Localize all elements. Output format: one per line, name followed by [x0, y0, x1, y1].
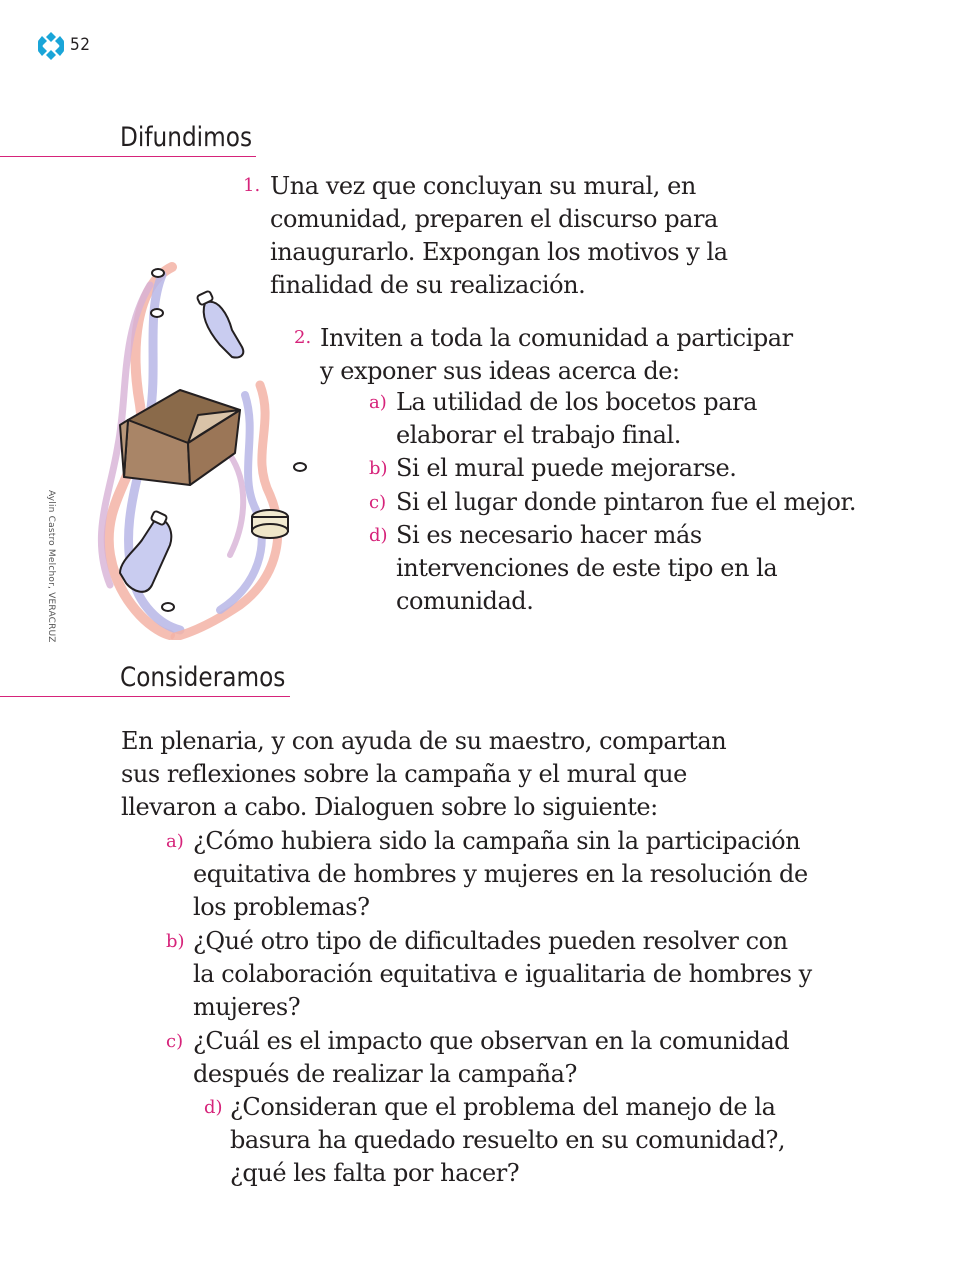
question-text-line: basura ha quedado resuelto en su comunidad?,: [230, 1126, 786, 1154]
question-text-line: ¿Cómo hubiera sido la campaña sin la participación: [193, 827, 801, 855]
intro-text-line: llevaron a cabo. Dialoguen sobre lo siguiente:: [121, 793, 658, 821]
question-text-line: mujeres?: [193, 993, 301, 1021]
question-text-line: equitativa de hombres y mujeres en la resolución de: [193, 860, 808, 888]
sublist-marker: c): [369, 492, 387, 513]
question-marker: d): [204, 1097, 223, 1118]
question-text-line: los problemas?: [193, 893, 370, 921]
subitem-text-line: comunidad.: [396, 587, 534, 615]
list-marker: 2.: [294, 327, 312, 348]
item-text-line: comunidad, preparen el discurso para: [270, 205, 718, 233]
subitem-text-line: Si el mural puede mejorarse.: [396, 454, 737, 482]
question-text-line: ¿Qué otro tipo de dificultades pueden resolver con: [193, 927, 788, 955]
section-title-consideramos: Consideramos: [120, 662, 286, 693]
intro-text-line: En plenaria, y con ayuda de su maestro, compartan: [121, 727, 727, 755]
question-text-line: ¿Cuál es el impacto que observan en la comunidad: [193, 1027, 790, 1055]
book-logo-icon: [38, 32, 64, 60]
item-text-line: finalidad de su realización.: [270, 271, 586, 299]
question-text-line: la colaboración equitativa e igualitaria de hombres y: [193, 960, 812, 988]
question-marker: b): [166, 931, 185, 952]
subitem-text-line: intervenciones de este tipo en la: [396, 554, 778, 582]
question-text-line: ¿qué les falta por hacer?: [230, 1159, 520, 1187]
question-text-line: ¿Consideran que el problema del manejo de la: [230, 1093, 776, 1121]
subitem-text-line: Si el lugar donde pintaron fue el mejor.: [396, 488, 857, 516]
section-divider: [0, 696, 290, 697]
sublist-marker: b): [369, 458, 388, 479]
item-text-line: Una vez que concluyan su mural, en: [270, 172, 696, 200]
question-marker: a): [166, 831, 184, 852]
section-divider: [0, 156, 256, 157]
question-text-line: después de realizar la campaña?: [193, 1060, 577, 1088]
item-text-line: y exponer sus ideas acerca de:: [320, 357, 680, 385]
sublist-marker: d): [369, 525, 388, 546]
section-title-difundimos: Difundimos: [120, 122, 253, 153]
item-text-line: inaugurarlo. Expongan los motivos y la: [270, 238, 728, 266]
subitem-text-line: elaborar el trabajo final.: [396, 421, 681, 449]
subitem-text-line: La utilidad de los bocetos para: [396, 388, 757, 416]
page-number: 52: [70, 35, 91, 55]
list-marker: 1.: [243, 175, 261, 196]
sublist-marker: a): [369, 392, 387, 413]
item-text-line: Inviten a toda la comunidad a participar: [320, 324, 793, 352]
recycling-illustration: [80, 255, 325, 640]
intro-text-line: sus reflexiones sobre la campaña y el mural que: [121, 760, 687, 788]
subitem-text-line: Si es necesario hacer más: [396, 521, 702, 549]
question-marker: c): [166, 1031, 184, 1052]
illustration-credit: Aylin Castro Melchor, VERACRUZ: [46, 490, 56, 643]
